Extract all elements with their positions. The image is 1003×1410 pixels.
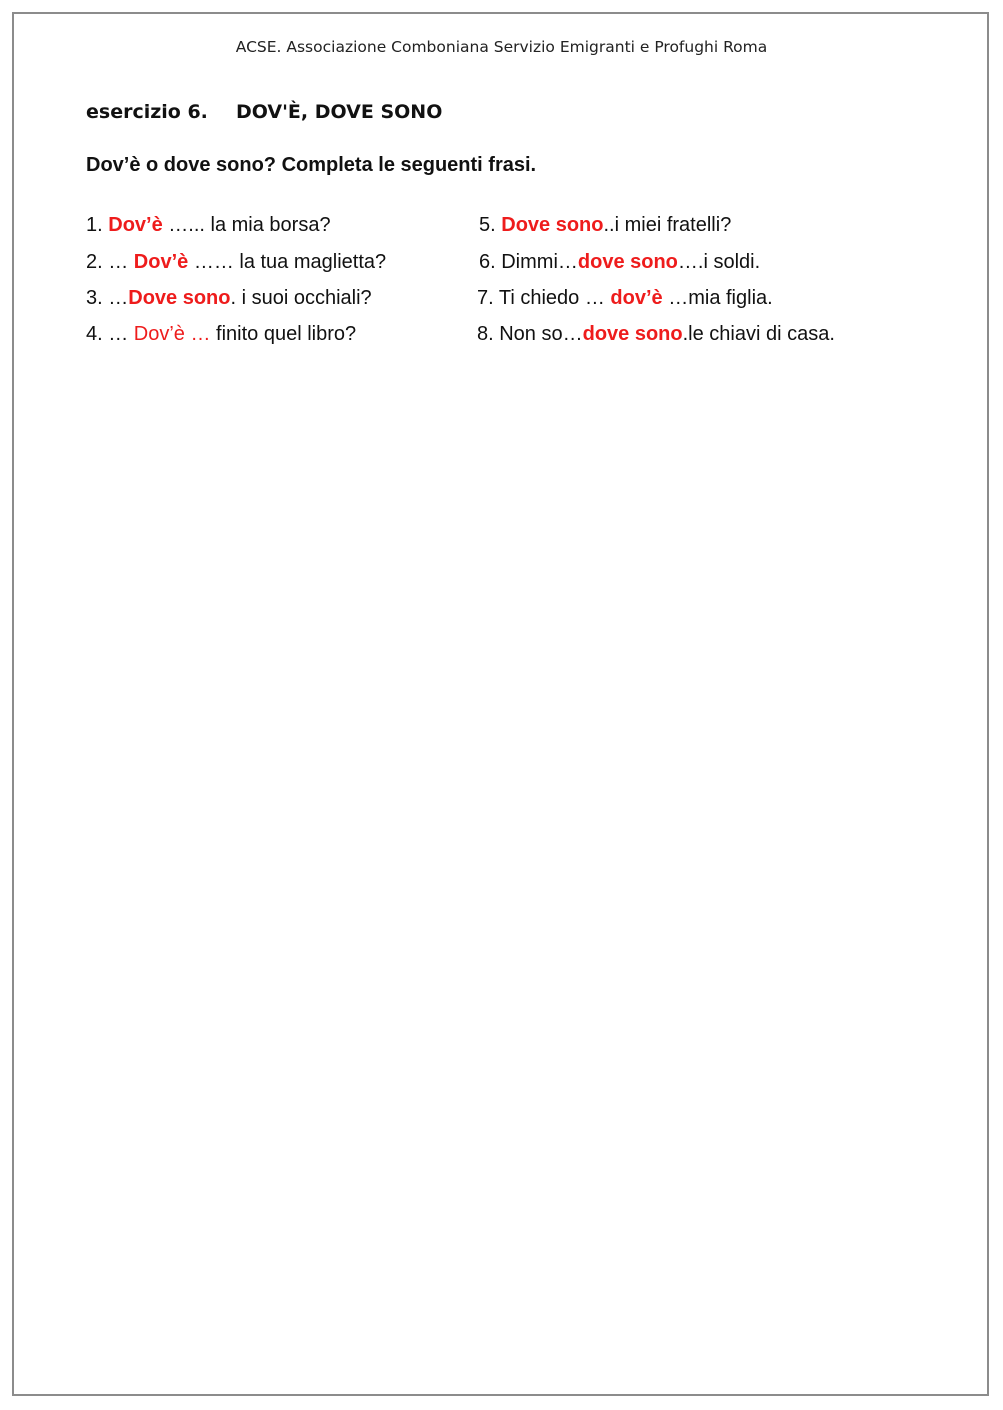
item-suffix: …mia figlia. bbox=[662, 287, 773, 309]
organization-header: ACSE. Associazione Comboniana Servizio Emigranti e Profughi Roma bbox=[235, 38, 768, 56]
item-prefix: 4. … bbox=[86, 323, 134, 345]
exercise-item-5 bbox=[479, 214, 731, 237]
item-prefix: 1. bbox=[86, 214, 109, 236]
item-prefix: 2. … bbox=[86, 251, 134, 273]
exercise-item-7 bbox=[477, 287, 773, 310]
item-suffix: finito quel libro? bbox=[210, 323, 357, 345]
item-answer: Dov’è bbox=[108, 214, 163, 236]
item-answer: Dov’è … bbox=[133, 323, 211, 345]
exercise-number: esercizio 6. bbox=[86, 101, 208, 123]
exercise-item-8 bbox=[477, 323, 835, 346]
exercise-item-1 bbox=[86, 214, 331, 237]
item-answer: Dove sono bbox=[128, 287, 231, 309]
exercise-instruction: Dov’è o dove sono? Completa le seguenti frasi. bbox=[86, 154, 537, 176]
item-prefix: 5. bbox=[479, 214, 502, 236]
item-suffix: .le chiavi di casa. bbox=[682, 323, 835, 345]
exercise-item-4 bbox=[86, 323, 356, 346]
item-answer: dove sono bbox=[582, 323, 683, 345]
item-suffix: ..i miei fratelli? bbox=[603, 214, 732, 236]
exercise-item-3 bbox=[86, 287, 372, 310]
exercise-title bbox=[86, 101, 443, 123]
item-answer: dov’è bbox=[610, 287, 663, 309]
item-answer: Dov’è bbox=[133, 251, 189, 273]
exercise-item-6 bbox=[479, 251, 760, 274]
item-prefix: 7. Ti chiedo … bbox=[477, 287, 611, 309]
item-prefix: 6. Dimmi… bbox=[479, 251, 578, 273]
item-prefix: 3. … bbox=[86, 287, 129, 309]
item-prefix: 8. Non so… bbox=[477, 323, 583, 345]
item-answer: dove sono bbox=[577, 251, 678, 273]
item-answer: Dove sono bbox=[501, 214, 604, 236]
item-suffix: …… la tua maglietta? bbox=[188, 251, 387, 273]
exercise-item-2 bbox=[86, 251, 386, 274]
item-suffix: …... la mia borsa? bbox=[162, 214, 331, 236]
item-suffix: ….i soldi. bbox=[677, 251, 761, 273]
item-suffix: . i suoi occhiali? bbox=[230, 287, 372, 309]
exercise-name: DOV'È, DOVE SONO bbox=[236, 101, 443, 123]
